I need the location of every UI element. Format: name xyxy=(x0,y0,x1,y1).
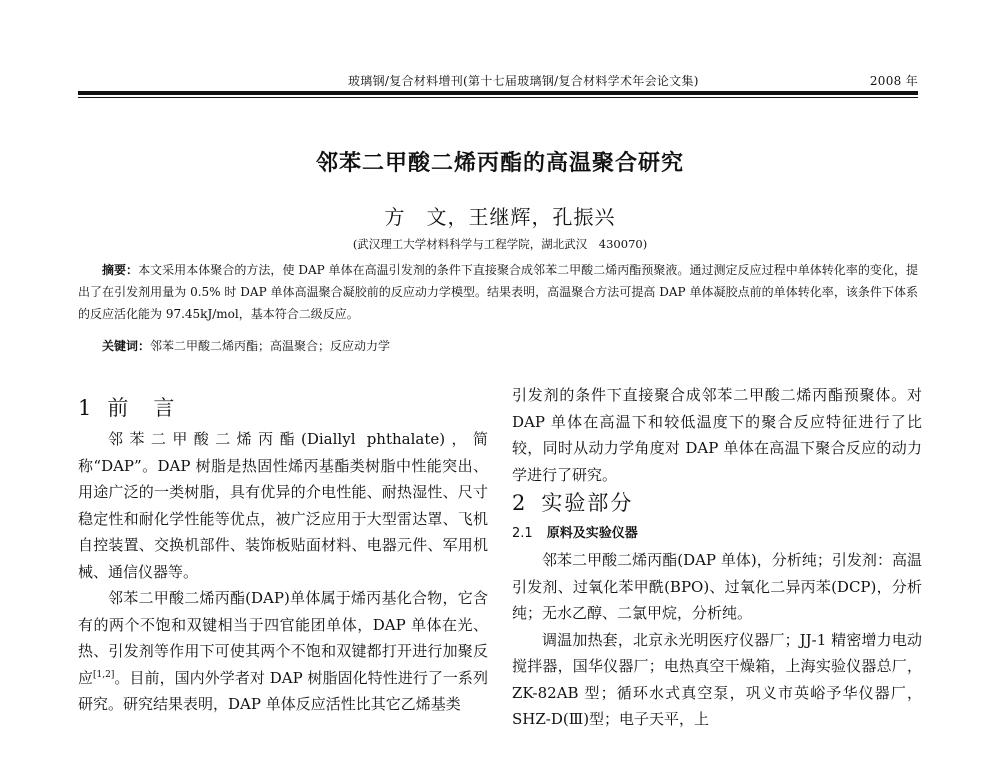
paragraph-intro-2-text: 邻苯二甲酸二烯丙酯(DAP)单体属于烯丙基化合物，它含有的两个不饱和双键相当于四官能团单体，DAP 单体在光、热、引发剂等作用下可使其两个不饱和双键都打开进行加聚反应 xyxy=(78,589,488,687)
section-2-heading xyxy=(512,488,922,518)
right-column xyxy=(512,382,922,733)
section-1-title: 前 言 xyxy=(107,396,177,420)
keywords-label: 关键词： xyxy=(102,339,151,353)
abstract-label: 摘要： xyxy=(102,263,139,277)
paragraph-intro-2-tail: 。目前，国内外学者对 DAP 树脂固化特性进行了一系列研究。研究结果表明，DAP 单体反应活性比其它乙烯基类 xyxy=(78,668,488,713)
abstract xyxy=(78,259,918,325)
subsection-2-1-heading xyxy=(512,521,922,547)
section-2-title: 实验部分 xyxy=(541,491,634,515)
left-column xyxy=(78,393,488,718)
paper-affiliation: (武汉理工大学材料科学与工程学院，湖北武汉 430070) xyxy=(352,237,648,251)
paragraph-intro-continued: 引发剂的条件下直接聚合成邻苯二甲酸二烯丙酯预聚体。对 DAP 单体在高温下和较低温度下的聚合反应特征进行了比较，同时从动力学角度对 DAP 单体在高温下聚合反应的动力学进行了研究。 xyxy=(512,386,922,484)
citation-1-2: [1,2] xyxy=(93,669,115,680)
header-year: 2008 年 xyxy=(869,74,918,88)
subsection-2-1-number: 2.1 xyxy=(512,526,533,541)
header-rule-thin xyxy=(78,97,918,98)
paper-title: 邻苯二甲酸二烯丙酯的高温聚合研究 xyxy=(315,151,684,176)
paragraph-intro-2 xyxy=(78,585,488,718)
paragraph-materials: 邻苯二甲酸二烯丙酯(DAP 单体)，分析纯；引发剂：高温引发剂、过氧化苯甲酰(BPO)、过氧化二异丙苯(DCP)，分析纯；无水乙醇、二氯甲烷，分析纯。 xyxy=(512,551,922,622)
header-rule-thick xyxy=(78,91,918,95)
subsection-2-1-title: 原料及实验仪器 xyxy=(546,526,638,541)
paragraph-intro-1: 邻苯二甲酸二烯丙酯(Diallyl phthalate)，简称“DAP”。DAP 树脂是热固性烯丙基酯类树脂中性能突出、用途广泛的一类树脂，具有优异的介电性能、耐热湿性、尺寸稳定性和耐化学性能等优点，被广泛应用于大型雷达罩、飞机自控装置、交换机部件、装饰板贴面材料、电器元件、军用机械、通信仪器等。 xyxy=(78,430,488,581)
keywords xyxy=(102,337,918,354)
abstract-text: 本文采用本体聚合的方法，使 DAP 单体在高温引发剂的条件下直接聚合成邻苯二甲酸二烯丙酯预聚液。通过测定反应过程中单体转化率的变化，提出了在引发剂用量为 0.5% 时 DAP 单体高温聚合凝胶前的反应动力学模型。结果表明，高温聚合方法可提高 DAP 单体凝胶点前的单体转化率，该条件下体系的反应活化能为 97.45kJ/mol，基本符合二级反应。 xyxy=(78,263,918,321)
running-header xyxy=(78,70,918,90)
section-1-heading xyxy=(78,393,488,423)
section-1-number: 1 xyxy=(78,396,94,420)
section-2-number: 2 xyxy=(512,491,528,515)
paragraph-instruments: 调温加热套，北京永光明医疗仪器厂；JJ-1 精密增力电动搅拌器，国华仪器厂；电热真空干燥箱，上海实验仪器总厂，ZK-82AB 型；循环水式真空泵，巩义市英峪予华仪器厂，SHZ-D(Ⅲ)型；电子天平，上 xyxy=(512,630,922,728)
keywords-text: 邻苯二甲酸二烯丙酯；高温聚合；反应动力学 xyxy=(150,339,391,353)
paper-authors: 方 文，王继辉，孔振兴 xyxy=(384,205,616,229)
journal-name: 玻璃钢/复合材料增刊(第十七届玻璃钢/复合材料学术年会论文集) xyxy=(348,74,699,88)
